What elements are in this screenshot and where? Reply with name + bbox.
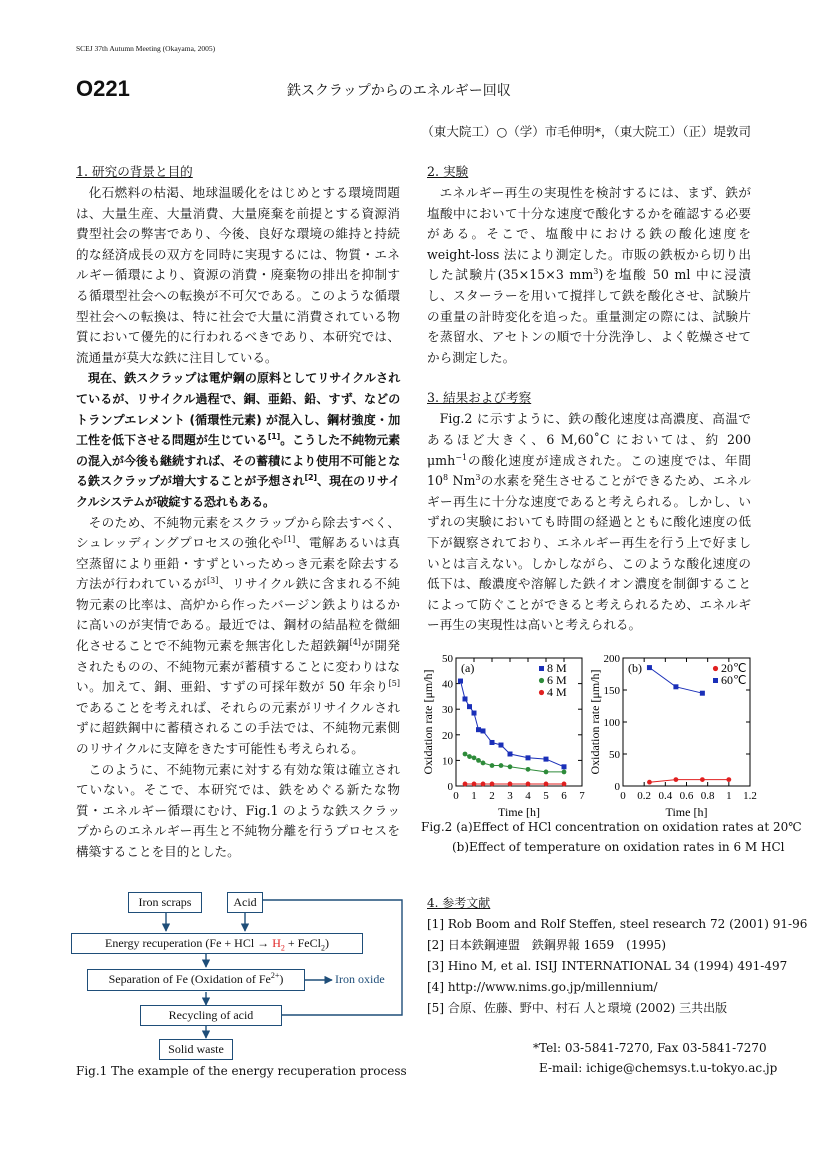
x-tick-label: 0.2 [637, 790, 652, 802]
data-point [508, 752, 513, 757]
data-point [467, 754, 472, 759]
sec2-paragraph-1: エネルギー再生の実現性を検討するには、まず、鉄が塩酸中において十分な速度で酸化するかを確認する必要がある。そこで、塩酸中における鉄の酸化速度を weight-loss 法により測定した。市販の鉄板から切り出した試験片(35×15×3 $mm^3$)を塩酸 50 ml 中に浸漬し、スターラーを用いて撹拌して鉄を酸化させ、試験片の重量の計時変化を追った。重量測定の際には、試験片を蒸留水、アセトンの順で十分洗浄し、よく乾燥させてから測定した。 [427, 185, 752, 365]
y-tick-label: 10 [442, 755, 453, 768]
data-point [476, 758, 481, 763]
legend-label: 8 M [547, 661, 567, 675]
box-recycling-acid: Recycling of acid [140, 1005, 282, 1026]
y-tick-label: 20 [442, 729, 453, 742]
x-axis-label: Time [h] [498, 805, 540, 819]
y-tick-label: 50 [442, 653, 453, 665]
data-point [673, 684, 678, 689]
y-axis-label: Oxidation rate [μm/h] [421, 669, 435, 775]
data-point [476, 727, 481, 732]
reference-item: [4] http://www.nims.go.jp/millennium/ [427, 980, 658, 994]
data-point [544, 782, 549, 787]
y-tick-label: 30 [442, 704, 453, 717]
y-axis-label: Oxidation rate [μm/h] [588, 669, 602, 775]
contact-tel: *Tel: 03-5841-7270, Fax 03-5841-7270 [533, 1041, 767, 1055]
meeting-note: SCEJ 37th Autumn Meeting (Okayama, 2005) [76, 44, 216, 53]
data-point [472, 711, 477, 716]
data-point [700, 691, 705, 696]
panel-label: (b) [628, 661, 642, 675]
figure-2-caption-a: Fig.2 (a)Effect of HCl concentration on oxidation rates at 20℃ [421, 820, 802, 834]
data-point [726, 777, 731, 782]
x-tick-label: 4 [525, 790, 531, 802]
x-tick-label: 1.2 [743, 790, 757, 802]
y-tick-label: 0 [614, 781, 620, 793]
left-column [76, 162, 400, 863]
paper-title: 鉄スクラップからのエネルギー回収 [287, 83, 511, 99]
sec3-paragraph-1: Fig.2 に示すように、鉄の酸化速度は高濃度、高温であるほど大きく、6 M,60˚C においては、約 200 μmh$^{-1}$の酸化速度が達成された。この速度では、年間 $10^8$ Nm$^3$の水素を発生させることができるため、エネルギー再生に十分な速度であると考えられる。しかし、いずれの実験においても時間の経過とともに酸化速度の低下が観察されており、エネルギー再生を行う上で好ましいとは言えない。しかしながら、このような酸化速度の低下は、酸濃度や溶解した鉄イオン濃度を制御することによって防ぐことができると考えられるため、エネルギー再生の実現性は高いと考えられる。 [427, 411, 751, 633]
data-point [647, 665, 652, 670]
data-point [562, 782, 567, 787]
x-tick-label: 6 [561, 790, 567, 802]
section-2-heading: 2. 実験 [427, 164, 469, 179]
data-point [463, 696, 468, 701]
recycle-loop-line [262, 900, 402, 1015]
data-point [490, 740, 495, 745]
data-point [490, 782, 495, 787]
legend-marker [713, 678, 718, 683]
data-point [544, 770, 549, 775]
box-solid-waste: Solid waste [159, 1039, 233, 1060]
x-tick-label: 0 [453, 790, 459, 802]
data-point [544, 757, 549, 762]
data-point [463, 752, 468, 757]
y-tick-label: 200 [603, 653, 620, 665]
section-1-heading: 1. 研究の背景と目的 [76, 164, 193, 179]
legend-label: 60℃ [721, 673, 747, 687]
box-acid: Acid [227, 892, 263, 913]
reference-item: [2] 日本鉄鋼連盟 鉄鋼界報 1659 (1995) [427, 938, 667, 952]
authors: （東大院工）○（学）市毛伸明*，（東大院工）（正）堤敦司 [421, 124, 751, 139]
x-tick-label: 2 [489, 790, 495, 802]
sec1-paragraph-4: このように、不純物元素に対する有効な策は確立されていない。そこで、本研究では、鉄をめぐる新たな物質・エネルギー循環にむけ、Fig.1 のような鉄スクラップからのエネルギー再生と不純物分離を行うプロセスを構築することを目的とした。 [76, 761, 400, 859]
figure-2-caption-b: (b)Effect of temperature on oxidation rates in 6 M HCl [452, 840, 785, 854]
figure-1-caption: Fig.1 The example of the energy recuperation process [76, 1064, 407, 1078]
data-point [499, 763, 504, 768]
series-line-6 M [465, 754, 564, 772]
y-tick-label: 40 [442, 678, 453, 691]
series-line-20℃ [650, 780, 729, 783]
figure-1 [70, 888, 406, 1088]
panel-label: (a) [461, 661, 475, 675]
data-point [458, 679, 463, 684]
x-tick-label: 0.6 [679, 790, 694, 802]
paper-code: O221 [76, 76, 130, 101]
x-tick-label: 5 [543, 790, 549, 802]
data-point [499, 743, 504, 748]
x-tick-label: 0 [620, 790, 626, 802]
box-iron-scraps: Iron scraps [128, 892, 202, 913]
sec1-paragraph-3: そのため、不純物元素をスクラップから除去すべく、シュレッディングプロセスの強化や[1]、電解あるいは真空蒸留により亜鉛・すずといっためっき元素を除去する方法が行われているが[3]、リサイクル鉄に含まれる不純物元素の比率は、高炉から作ったバージン鉄よりはるかに高いのが実情である。最近では、鋼材の結晶粒を微細化させることで不純物元素を無害化した超鉄鋼[4]が開発されたものの、不純物元素が蓄積することに変わりはない。加えて、銅、亜鉛、すずの可採年数が 50 年余り[5]であることを考えれば、それらの元素がリサイクルされずに超鉄鋼中に蓄積されるこの手法では、不純物元素側のリサイクルに支障をきたす可能性も考えられる。 [76, 514, 401, 757]
reference-item: [3] Hino M, et al. ISIJ INTERNATIONAL 34 (1994) 491-497 [427, 959, 788, 973]
data-point [490, 763, 495, 768]
box-energy-recuperation: Energy recuperation (Fe + HCl → $H_2$ + FeCl$_2$) [71, 933, 363, 954]
reference-item: [1] Rob Boom and Rolf Steffen, steel research 72 (2001) 91-96 [427, 917, 808, 931]
data-point [647, 780, 652, 785]
data-point [508, 782, 513, 787]
section-4-heading: 4. 参考文献 [427, 896, 491, 910]
x-tick-label: 3 [507, 790, 513, 802]
data-point [562, 764, 567, 769]
x-tick-label: 0.4 [658, 790, 673, 802]
contact-email: E-mail: ichige@chemsys.t.u-tokyo.ac.jp [539, 1061, 778, 1075]
reference-item: [5] 合原、佐藤、野中、村石 人と環境 (2002) 三共出版 [427, 1001, 728, 1015]
legend-label: 4 M [547, 685, 567, 699]
x-tick-label: 1 [726, 790, 732, 802]
data-point [467, 704, 472, 709]
legend-label: 20℃ [721, 661, 747, 675]
box-separation: Separation of Fe (Oxidation of $Fe^{2+}$) [87, 969, 305, 991]
legend-label: 6 M [547, 673, 567, 687]
data-point [674, 777, 679, 782]
figure-2-charts [418, 650, 768, 822]
data-point [472, 782, 477, 787]
data-point [562, 770, 567, 775]
series-line-60℃ [650, 668, 703, 694]
legend-marker [539, 690, 544, 695]
sec1-paragraph-1: 化石燃料の枯渇、地球温暖化をはじめとする環境問題は、大量生産、大量消費、大量廃棄を前提とする資源消費型社会の弊害であり、今後、良好な環境の維持と持続的な経済成長の双方を同時に実現するには、物質・エネルギー循環により、資源の消費・廃棄物の排出を抑制する循環型社会への転換が不可欠である。このような循環型社会への転換は、特に社会で大量に消費されている物質において優先的に行われるべきであり、本研究では、流通量が莫大な鉄に注目している。 [76, 185, 400, 365]
y-tick-label: 100 [603, 717, 620, 729]
y-tick-label: 50 [609, 749, 620, 761]
h2-product: $H_2$ [272, 936, 285, 953]
x-tick-label: 7 [579, 790, 585, 802]
y-tick-label: 0 [447, 781, 453, 793]
legend-marker [713, 666, 718, 671]
x-tick-label: 0.8 [700, 790, 715, 802]
data-point [481, 728, 486, 733]
data-point [463, 782, 468, 787]
x-axis-label: Time [h] [665, 805, 708, 819]
y-tick-label: 150 [603, 685, 620, 697]
section-3-heading: 3. 結果および考察 [427, 390, 532, 406]
legend-marker [539, 666, 544, 671]
data-point [472, 755, 477, 760]
right-column [427, 162, 751, 636]
iron-oxide-label: Iron oxide [335, 972, 385, 986]
data-point [526, 755, 531, 760]
data-point [481, 782, 486, 787]
legend-marker [539, 678, 544, 683]
data-point [526, 767, 531, 772]
x-tick-label: 1 [471, 790, 477, 802]
data-point [700, 777, 705, 782]
data-point [481, 761, 486, 766]
data-point [526, 782, 531, 787]
data-point [508, 764, 513, 769]
references [427, 893, 807, 1019]
sec1-paragraph-2: 現在、鉄スクラップは電炉鋼の原料としてリサイクルされているが、リサイクル過程で、銅、亜鉛、鉛、すず、などのトランプエレメント (循環性元素) が混入し、鋼材強度・加工性を低下させる問題が生じている[1]。こうした不純物元素の混入が今後も継続すれば、その蓄積により使用不可能となる鉄スクラップが増大することが予想され[2]、現在のリサイクルシステムが破綻する恐れもある。 [76, 371, 400, 509]
